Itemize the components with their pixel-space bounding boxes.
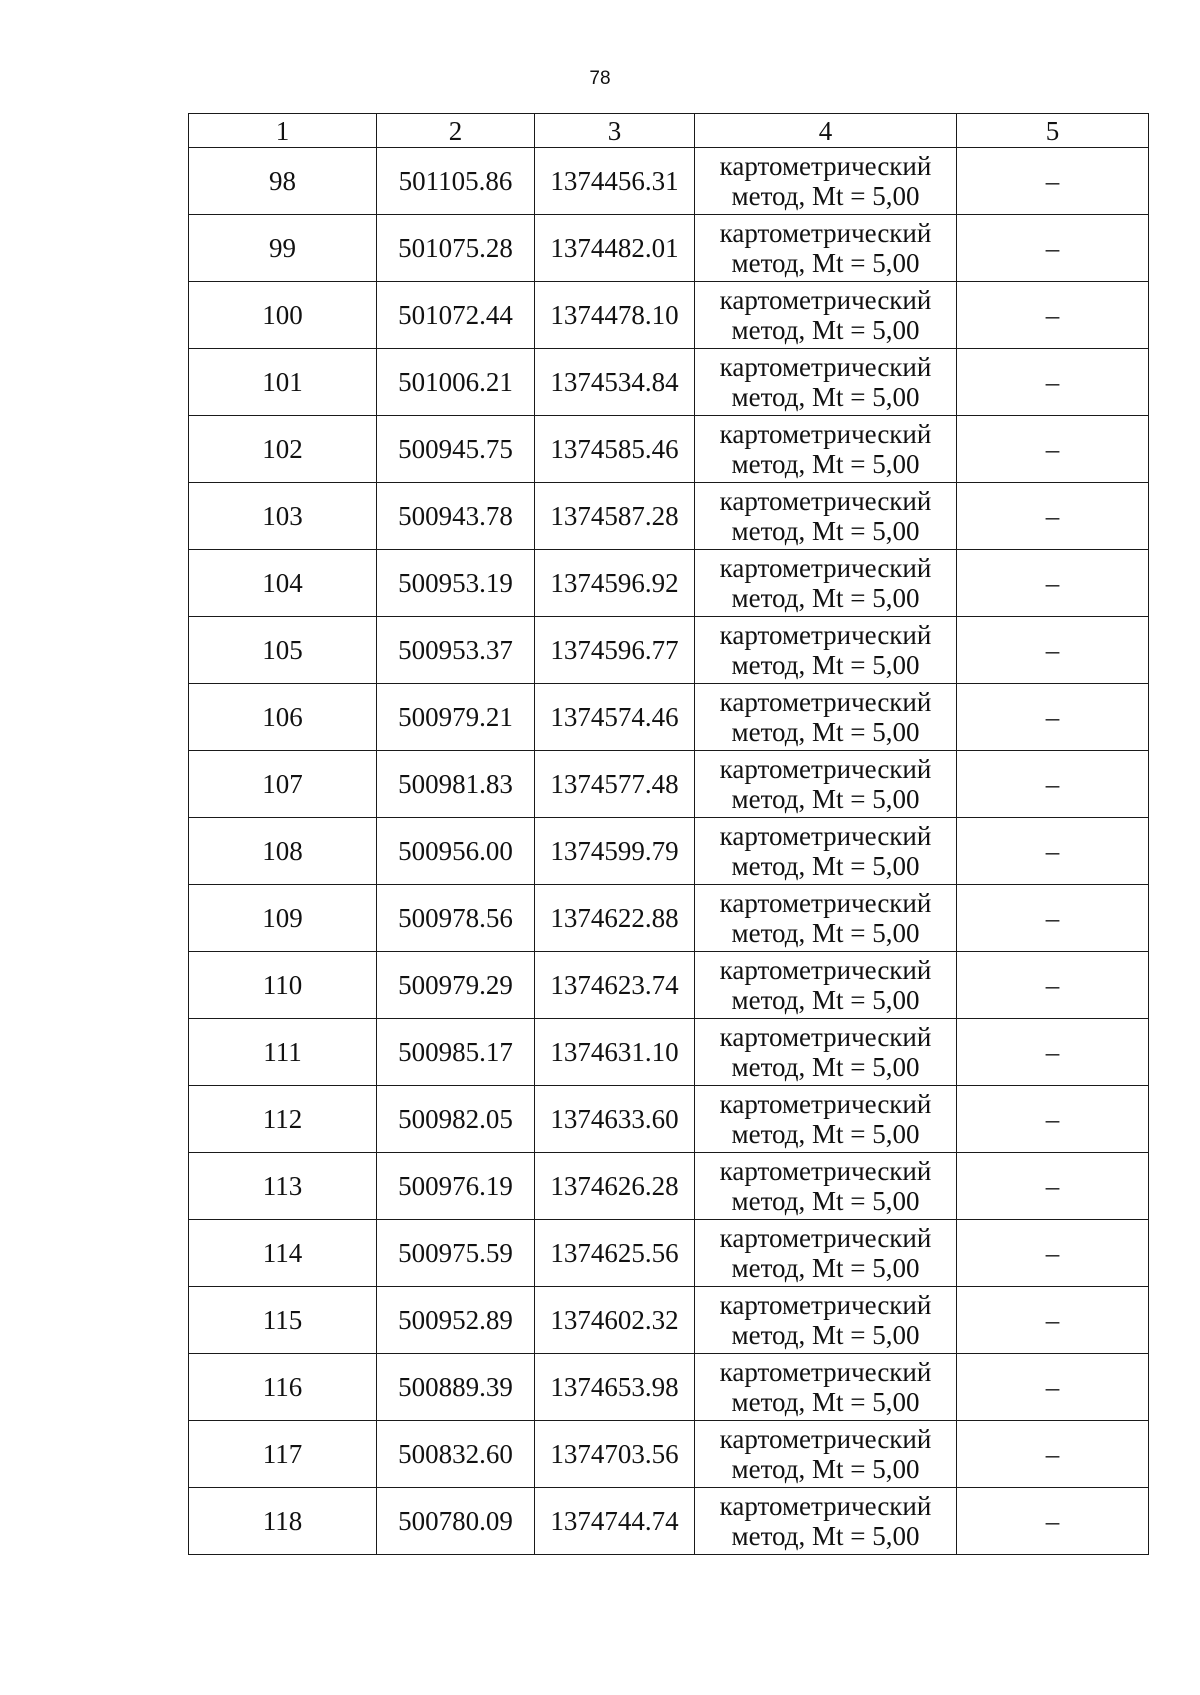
y-coordinate-cell: 1374631.10 (535, 1019, 695, 1086)
note-cell: – (957, 215, 1149, 282)
y-coordinate-cell: 1374622.88 (535, 885, 695, 952)
y-coordinate-cell: 1374625.56 (535, 1220, 695, 1287)
method-cell (695, 349, 957, 416)
point-number-cell: 105 (189, 617, 377, 684)
method-line-2: метод, Mt = 5,00 (731, 784, 920, 814)
method-line-2: метод, Mt = 5,00 (731, 449, 920, 479)
point-number-cell: 109 (189, 885, 377, 952)
note-cell: – (957, 1354, 1149, 1421)
note-cell: – (957, 617, 1149, 684)
method-line-1: картометрический (719, 1491, 932, 1521)
table-row (189, 818, 1149, 885)
note-cell: – (957, 751, 1149, 818)
table-row (189, 751, 1149, 818)
y-coordinate-cell: 1374703.56 (535, 1421, 695, 1488)
note-cell: – (957, 1287, 1149, 1354)
x-coordinate-cell: 500982.05 (377, 1086, 535, 1153)
x-coordinate-cell: 500953.19 (377, 550, 535, 617)
table-row (189, 1086, 1149, 1153)
method-cell (695, 1019, 957, 1086)
method-line-1: картометрический (719, 754, 932, 784)
table-row (189, 1019, 1149, 1086)
x-coordinate-cell: 500979.29 (377, 952, 535, 1019)
y-coordinate-cell: 1374623.74 (535, 952, 695, 1019)
point-number-cell: 113 (189, 1153, 377, 1220)
method-line-1: картометрический (719, 352, 932, 382)
x-coordinate-cell: 500945.75 (377, 416, 535, 483)
x-coordinate-cell: 500780.09 (377, 1488, 535, 1555)
y-coordinate-cell: 1374478.10 (535, 282, 695, 349)
method-cell (695, 550, 957, 617)
table-header-row (189, 114, 1149, 148)
method-cell (695, 1220, 957, 1287)
y-coordinate-cell: 1374633.60 (535, 1086, 695, 1153)
x-coordinate-cell: 501006.21 (377, 349, 535, 416)
point-number-cell: 104 (189, 550, 377, 617)
note-cell: – (957, 483, 1149, 550)
method-line-1: картометрический (719, 1424, 932, 1454)
note-cell: – (957, 885, 1149, 952)
method-line-1: картометрический (719, 1290, 932, 1320)
x-coordinate-cell: 500979.21 (377, 684, 535, 751)
method-cell (695, 885, 957, 952)
note-cell: – (957, 1220, 1149, 1287)
method-line-1: картометрический (719, 419, 932, 449)
x-coordinate-cell: 500956.00 (377, 818, 535, 885)
table-row (189, 1220, 1149, 1287)
header-col-1: 1 (189, 114, 377, 148)
table-row (189, 349, 1149, 416)
method-line-1: картометрический (719, 151, 932, 181)
x-coordinate-cell: 501105.86 (377, 148, 535, 215)
point-number-cell: 114 (189, 1220, 377, 1287)
note-cell: – (957, 148, 1149, 215)
point-number-cell: 115 (189, 1287, 377, 1354)
y-coordinate-cell: 1374596.77 (535, 617, 695, 684)
table-row (189, 952, 1149, 1019)
x-coordinate-cell: 500985.17 (377, 1019, 535, 1086)
method-line-2: метод, Mt = 5,00 (731, 918, 920, 948)
header-col-3: 3 (535, 114, 695, 148)
point-number-cell: 118 (189, 1488, 377, 1555)
note-cell: – (957, 349, 1149, 416)
header-col-4: 4 (695, 114, 957, 148)
point-number-cell: 107 (189, 751, 377, 818)
method-line-1: картометрический (719, 888, 932, 918)
y-coordinate-cell: 1374653.98 (535, 1354, 695, 1421)
method-cell (695, 282, 957, 349)
method-line-2: метод, Mt = 5,00 (731, 1320, 920, 1350)
note-cell: – (957, 684, 1149, 751)
table-row (189, 550, 1149, 617)
method-cell (695, 215, 957, 282)
method-line-2: метод, Mt = 5,00 (731, 1253, 920, 1283)
method-line-2: метод, Mt = 5,00 (731, 1186, 920, 1216)
point-number-cell: 100 (189, 282, 377, 349)
method-cell (695, 1488, 957, 1555)
point-number-cell: 116 (189, 1354, 377, 1421)
y-coordinate-cell: 1374482.01 (535, 215, 695, 282)
y-coordinate-cell: 1374456.31 (535, 148, 695, 215)
y-coordinate-cell: 1374626.28 (535, 1153, 695, 1220)
x-coordinate-cell: 500981.83 (377, 751, 535, 818)
note-cell: – (957, 1153, 1149, 1220)
method-cell (695, 148, 957, 215)
method-line-2: метод, Mt = 5,00 (731, 985, 920, 1015)
method-cell (695, 952, 957, 1019)
table-row (189, 215, 1149, 282)
method-cell (695, 483, 957, 550)
method-line-1: картометрический (719, 1156, 932, 1186)
method-line-2: метод, Mt = 5,00 (731, 1387, 920, 1417)
method-cell (695, 1354, 957, 1421)
y-coordinate-cell: 1374602.32 (535, 1287, 695, 1354)
method-cell (695, 684, 957, 751)
method-line-2: метод, Mt = 5,00 (731, 248, 920, 278)
method-line-1: картометрический (719, 1089, 932, 1119)
point-number-cell: 98 (189, 148, 377, 215)
note-cell: – (957, 818, 1149, 885)
x-coordinate-cell: 500952.89 (377, 1287, 535, 1354)
method-cell (695, 818, 957, 885)
method-line-1: картометрический (719, 553, 932, 583)
table-row (189, 282, 1149, 349)
table-row (189, 483, 1149, 550)
table-row (189, 1354, 1149, 1421)
method-line-2: метод, Mt = 5,00 (731, 851, 920, 881)
method-line-2: метод, Mt = 5,00 (731, 1454, 920, 1484)
header-col-2: 2 (377, 114, 535, 148)
note-cell: – (957, 1086, 1149, 1153)
x-coordinate-cell: 500978.56 (377, 885, 535, 952)
note-cell: – (957, 282, 1149, 349)
point-number-cell: 111 (189, 1019, 377, 1086)
method-line-2: метод, Mt = 5,00 (731, 382, 920, 412)
table-row (189, 1421, 1149, 1488)
point-number-cell: 99 (189, 215, 377, 282)
table-row (189, 684, 1149, 751)
page-number: 78 (589, 68, 611, 89)
method-line-1: картометрический (719, 1223, 932, 1253)
method-cell (695, 416, 957, 483)
x-coordinate-cell: 501075.28 (377, 215, 535, 282)
method-line-1: картометрический (719, 285, 932, 315)
method-line-1: картометрический (719, 1022, 932, 1052)
method-line-2: метод, Mt = 5,00 (731, 650, 920, 680)
y-coordinate-cell: 1374574.46 (535, 684, 695, 751)
method-line-2: метод, Mt = 5,00 (731, 315, 920, 345)
method-cell (695, 1287, 957, 1354)
method-cell (695, 1086, 957, 1153)
point-number-cell: 112 (189, 1086, 377, 1153)
method-line-2: метод, Mt = 5,00 (731, 717, 920, 747)
y-coordinate-cell: 1374596.92 (535, 550, 695, 617)
point-number-cell: 110 (189, 952, 377, 1019)
table-row (189, 1488, 1149, 1555)
table-row (189, 885, 1149, 952)
method-line-1: картометрический (719, 1357, 932, 1387)
method-line-1: картометрический (719, 687, 932, 717)
point-number-cell: 117 (189, 1421, 377, 1488)
x-coordinate-cell: 500889.39 (377, 1354, 535, 1421)
point-number-cell: 108 (189, 818, 377, 885)
note-cell: – (957, 1019, 1149, 1086)
table-row (189, 148, 1149, 215)
x-coordinate-cell: 500953.37 (377, 617, 535, 684)
method-line-2: метод, Mt = 5,00 (731, 516, 920, 546)
x-coordinate-cell: 500832.60 (377, 1421, 535, 1488)
x-coordinate-cell: 500976.19 (377, 1153, 535, 1220)
y-coordinate-cell: 1374577.48 (535, 751, 695, 818)
table-body (189, 148, 1149, 1555)
header-col-5: 5 (957, 114, 1149, 148)
method-cell (695, 617, 957, 684)
note-cell: – (957, 1488, 1149, 1555)
note-cell: – (957, 952, 1149, 1019)
y-coordinate-cell: 1374534.84 (535, 349, 695, 416)
point-number-cell: 101 (189, 349, 377, 416)
method-line-1: картометрический (719, 486, 932, 516)
y-coordinate-cell: 1374587.28 (535, 483, 695, 550)
note-cell: – (957, 550, 1149, 617)
note-cell: – (957, 1421, 1149, 1488)
table-row (189, 1287, 1149, 1354)
x-coordinate-cell: 500975.59 (377, 1220, 535, 1287)
y-coordinate-cell: 1374599.79 (535, 818, 695, 885)
table-row (189, 617, 1149, 684)
method-line-2: метод, Mt = 5,00 (731, 583, 920, 613)
method-cell (695, 1153, 957, 1220)
method-line-2: метод, Mt = 5,00 (731, 181, 920, 211)
point-number-cell: 103 (189, 483, 377, 550)
table-row (189, 416, 1149, 483)
method-line-1: картометрический (719, 218, 932, 248)
point-number-cell: 102 (189, 416, 377, 483)
method-line-1: картометрический (719, 821, 932, 851)
note-cell: – (957, 416, 1149, 483)
method-cell (695, 751, 957, 818)
method-line-1: картометрический (719, 620, 932, 650)
y-coordinate-cell: 1374744.74 (535, 1488, 695, 1555)
method-line-2: метод, Mt = 5,00 (731, 1119, 920, 1149)
x-coordinate-cell: 500943.78 (377, 483, 535, 550)
y-coordinate-cell: 1374585.46 (535, 416, 695, 483)
point-number-cell: 106 (189, 684, 377, 751)
method-line-2: метод, Mt = 5,00 (731, 1052, 920, 1082)
method-line-1: картометрический (719, 955, 932, 985)
x-coordinate-cell: 501072.44 (377, 282, 535, 349)
method-line-2: метод, Mt = 5,00 (731, 1521, 920, 1551)
method-cell (695, 1421, 957, 1488)
coordinates-table (188, 113, 1149, 1555)
table-row (189, 1153, 1149, 1220)
